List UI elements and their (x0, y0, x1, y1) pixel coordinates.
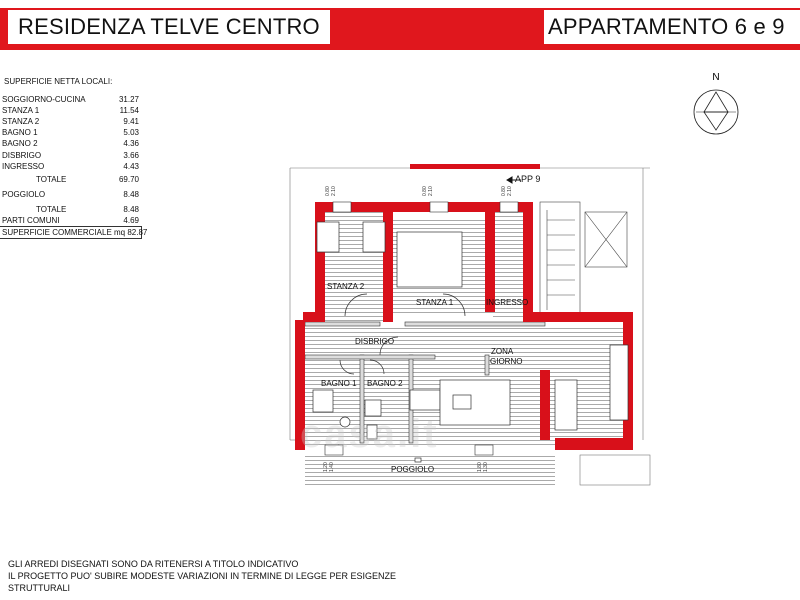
room-label: BAGNO 1 (2, 128, 38, 138)
staircase (540, 202, 627, 317)
dim-label: 2.10 (331, 186, 337, 196)
room-label-giorno: GIORNO (490, 357, 523, 366)
poggiolo-label: POGGIOLO (2, 189, 46, 199)
room-value: 11.54 (119, 106, 139, 116)
dim-label: 0.80 (325, 186, 331, 196)
dim-label: 2.10 (507, 186, 513, 196)
room-label: INGRESSO (2, 161, 45, 171)
room-label: SOGGIORNO-CUCINA (2, 95, 86, 105)
building-title: RESIDENZA TELVE CENTRO (18, 14, 320, 39)
room-label: BAGNO 2 (2, 139, 38, 149)
dim-label: 1.80 (477, 462, 483, 472)
poggiolo-value: 8.48 (123, 189, 139, 199)
area-row (0, 161, 142, 172)
note-line: IL PROGETTO PUO' SUBIRE MODESTE VARIAZIONI IN TERMINE DI LEGGE PER ESIGENZE (8, 571, 396, 581)
room-value: 3.66 (123, 150, 139, 160)
room-label-bagno1: BAGNO 1 (321, 379, 357, 388)
north-compass-icon (688, 70, 744, 140)
title-box-right (544, 10, 800, 44)
north-label: N (712, 72, 720, 83)
room-label: STANZA 1 (2, 106, 40, 116)
apartment-title: APPARTAMENTO 6 e 9 (548, 14, 785, 39)
room-value: 9.41 (123, 117, 139, 127)
total-row (0, 174, 142, 185)
room-label-poggiolo: POGGIOLO (391, 465, 435, 474)
app-label: APP 9 (515, 174, 541, 184)
area-row (0, 116, 142, 127)
note-line: GLI ARREDI DISEGNATI SONO DA RITENERSI A TITOLO INDICATIVO (8, 559, 299, 569)
area-row (0, 138, 142, 149)
dim-label: 1.40 (329, 462, 335, 472)
poggiolo-row (0, 189, 142, 200)
room-value: 5.03 (123, 128, 139, 138)
parti-comuni-row (0, 215, 142, 226)
dim-label: 2.10 (428, 186, 434, 196)
area-table (0, 76, 148, 239)
title-box-left (8, 10, 330, 44)
room-value: 4.36 (123, 139, 139, 149)
room-label-disbrigo: DISBRIGO (355, 337, 395, 346)
commerciale-row (0, 226, 148, 239)
area-heading-row (0, 76, 142, 87)
area-heading: SUPERFICIE NETTA LOCALI: (4, 77, 113, 86)
total-label: TOTALE (36, 204, 67, 214)
room-label-stanza2: STANZA 2 (327, 282, 365, 291)
dim-label: 1.20 (323, 462, 329, 472)
disclaimer-notes (8, 558, 396, 594)
total-value: 69.70 (118, 174, 139, 184)
room-label-ingresso: INGRESSO (486, 298, 529, 307)
watermark: casa.it (300, 412, 439, 456)
dim-label: 1.30 (483, 462, 489, 472)
room-label-bagno2: BAGNO 2 (367, 379, 403, 388)
total-row (0, 204, 142, 215)
room-label: STANZA 2 (2, 117, 40, 127)
area-row (0, 127, 142, 138)
area-row (0, 94, 142, 105)
dim-label: 0.80 (422, 186, 428, 196)
note-line: STRUTTURALI (8, 583, 71, 593)
area-row (0, 150, 142, 161)
parti-comuni-label: PARTI COMUNI (2, 216, 60, 226)
total-label: TOTALE (36, 174, 67, 184)
parti-comuni-value: 4.69 (123, 216, 139, 226)
room-label: DISBRIGO (2, 150, 42, 160)
dim-label: 0.80 (501, 186, 507, 196)
commerciale-label: SUPERFICIE COMMERCIALE mq 82.87 (2, 228, 148, 238)
room-label-stanza1: STANZA 1 (416, 298, 454, 307)
room-label-zona: ZONA (491, 347, 514, 356)
total-value: 8.48 (123, 204, 139, 214)
room-value: 4.43 (123, 161, 139, 171)
room-value: 31.27 (118, 95, 139, 105)
area-row (0, 105, 142, 116)
